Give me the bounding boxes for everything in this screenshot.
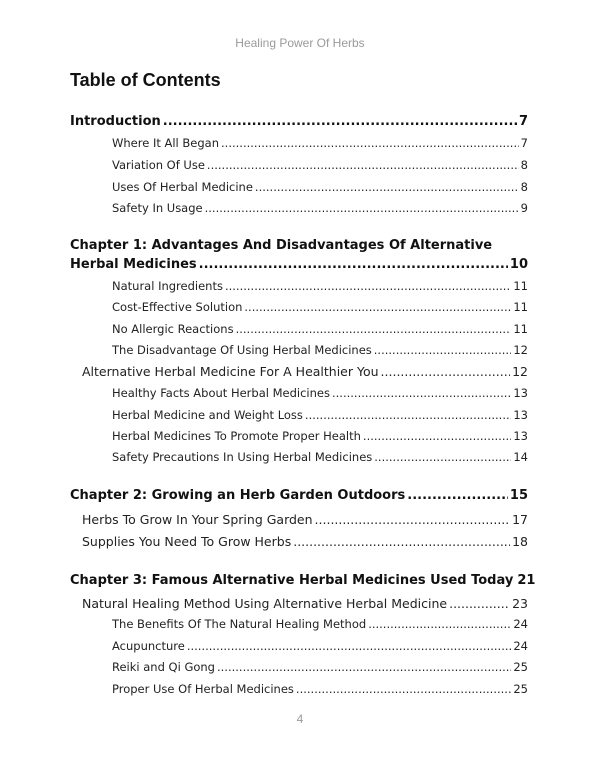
toc-entry-label: Supplies You Need To Grow Herbs: [82, 534, 292, 549]
page-title: Table of Contents: [70, 70, 221, 90]
toc-entry[interactable]: [112, 343, 528, 357]
toc-entry[interactable]: [112, 429, 528, 443]
running-header: Healing Power Of Herbs: [235, 36, 365, 50]
toc-entry-page: 25: [513, 682, 528, 696]
toc-entry-label: Natural Ingredients: [112, 279, 223, 293]
toc-entry-page: 7: [518, 114, 528, 129]
toc-entry-page: 13: [513, 386, 528, 400]
dot-leader: [368, 617, 511, 631]
toc-entry[interactable]: [112, 136, 528, 150]
dot-leader: [187, 639, 512, 653]
toc-entry-label: Proper Use Of Herbal Medicines: [112, 682, 294, 696]
toc-entry[interactable]: [112, 322, 528, 336]
dot-leader: [236, 322, 512, 336]
dot-leader: [163, 114, 517, 129]
dot-leader: [449, 596, 510, 611]
toc-entry-label: The Benefits Of The Natural Healing Method: [112, 617, 367, 631]
dot-leader: [244, 300, 511, 314]
toc-entry-label: Safety In Usage: [112, 201, 203, 215]
toc-entry[interactable]: [112, 201, 528, 215]
toc-entry-page: 11: [513, 322, 528, 336]
toc-entry-section[interactable]: [82, 534, 528, 549]
dot-leader: [407, 488, 508, 503]
toc-entry[interactable]: [112, 279, 528, 293]
toc-entry-chapter-1[interactable]: [70, 257, 528, 272]
toc-entry-label: Safety Precautions In Using Herbal Medicines: [112, 450, 373, 464]
toc-entry[interactable]: [112, 180, 528, 194]
toc-entry-label: Herbs To Grow In Your Spring Garden: [82, 512, 313, 527]
dot-leader: [374, 343, 512, 357]
toc-entry-label: Chapter 2: Growing an Herb Garden Outdoors: [70, 488, 406, 503]
toc-entry-label: Herbal Medicine and Weight Loss: [112, 408, 303, 422]
toc-entry[interactable]: [112, 158, 528, 172]
toc-entry[interactable]: [112, 682, 528, 696]
dot-leader: [374, 450, 511, 464]
toc-entry-page: 11: [513, 279, 528, 293]
dot-leader: [255, 180, 519, 194]
toc-entry-label: Cost-Effective Solution: [112, 300, 243, 314]
toc-entry-page: 13: [513, 408, 528, 422]
toc-entry-page: 24: [513, 617, 528, 631]
toc-entry[interactable]: [112, 408, 528, 422]
toc-entry-label: No Allergic Reactions: [112, 322, 234, 336]
toc-entry[interactable]: [112, 386, 528, 400]
toc-entry-page: 8: [520, 158, 528, 172]
toc-entry-label: The Disadvantage Of Using Herbal Medicines: [112, 343, 372, 357]
toc-entry-page: 7: [520, 136, 528, 150]
dot-leader: [363, 429, 511, 443]
toc-entry-introduction[interactable]: [70, 114, 528, 129]
toc-entry[interactable]: [112, 300, 528, 314]
dot-leader: [293, 534, 510, 549]
toc-entry-page: 13: [513, 429, 528, 443]
dot-leader: [207, 158, 519, 172]
toc-entry-page: 23: [512, 596, 528, 611]
toc-entry-page: 8: [520, 180, 528, 194]
dot-leader: [199, 257, 508, 272]
dot-leader: [205, 201, 519, 215]
toc-entry-page: 12: [512, 364, 528, 379]
toc-entry-page: 12: [513, 343, 528, 357]
dot-leader: [217, 660, 511, 674]
toc-entry-page: 21: [517, 573, 536, 588]
toc-entry-label: Uses Of Herbal Medicine: [112, 180, 253, 194]
toc-entry-label: Acupuncture: [112, 639, 185, 653]
page-number: 4: [296, 712, 304, 726]
dot-leader: [315, 512, 511, 527]
toc-entry-section[interactable]: [82, 512, 528, 527]
toc-entry-page: 24: [513, 639, 528, 653]
dot-leader: [221, 136, 519, 150]
toc-entry-page: 9: [520, 201, 528, 215]
dot-leader: [332, 386, 511, 400]
toc-entry-label: Introduction: [70, 114, 161, 129]
toc-entry-label: Healthy Facts About Herbal Medicines: [112, 386, 330, 400]
toc-entry-label: Chapter 3: Famous Alternative Herbal Medicines Used Today: [70, 573, 514, 588]
dot-leader: [305, 408, 511, 422]
toc-entry-chapter-3[interactable]: [70, 573, 536, 588]
toc-entry-label: Reiki and Qi Gong: [112, 660, 215, 674]
toc-entry-page: 18: [512, 534, 528, 549]
toc-entry-section[interactable]: [82, 596, 528, 611]
toc-entry[interactable]: [112, 660, 528, 674]
toc-entry-page: 25: [513, 660, 528, 674]
dot-leader: [296, 682, 511, 696]
toc-entry-chapter-2[interactable]: [70, 488, 528, 503]
toc-entry-section[interactable]: [82, 364, 528, 379]
toc-entry-label: Variation Of Use: [112, 158, 205, 172]
toc-entry[interactable]: [112, 617, 528, 631]
dot-leader: [381, 364, 511, 379]
toc-entry-page: 10: [509, 257, 528, 272]
toc-entry-chapter-1-line1[interactable]: Chapter 1: Advantages And Disadvantages Of Alternative: [70, 238, 493, 253]
toc-entry-label: Alternative Herbal Medicine For A Healthier You: [82, 364, 379, 379]
toc-entry-page: 14: [513, 450, 528, 464]
toc-entry[interactable]: [112, 450, 528, 464]
toc-entry-label: Herbal Medicines: [70, 257, 197, 272]
toc-entry-label: Where It All Began: [112, 136, 220, 150]
toc-entry-label: Herbal Medicines To Promote Proper Health: [112, 429, 361, 443]
toc-entry[interactable]: [112, 639, 528, 653]
toc-entry-page: 17: [512, 512, 528, 527]
dot-leader: [225, 279, 511, 293]
toc-entry-page: 11: [513, 300, 528, 314]
toc-entry-label: Natural Healing Method Using Alternative Herbal Medicine: [82, 596, 448, 611]
toc-entry-page: 15: [509, 488, 528, 503]
